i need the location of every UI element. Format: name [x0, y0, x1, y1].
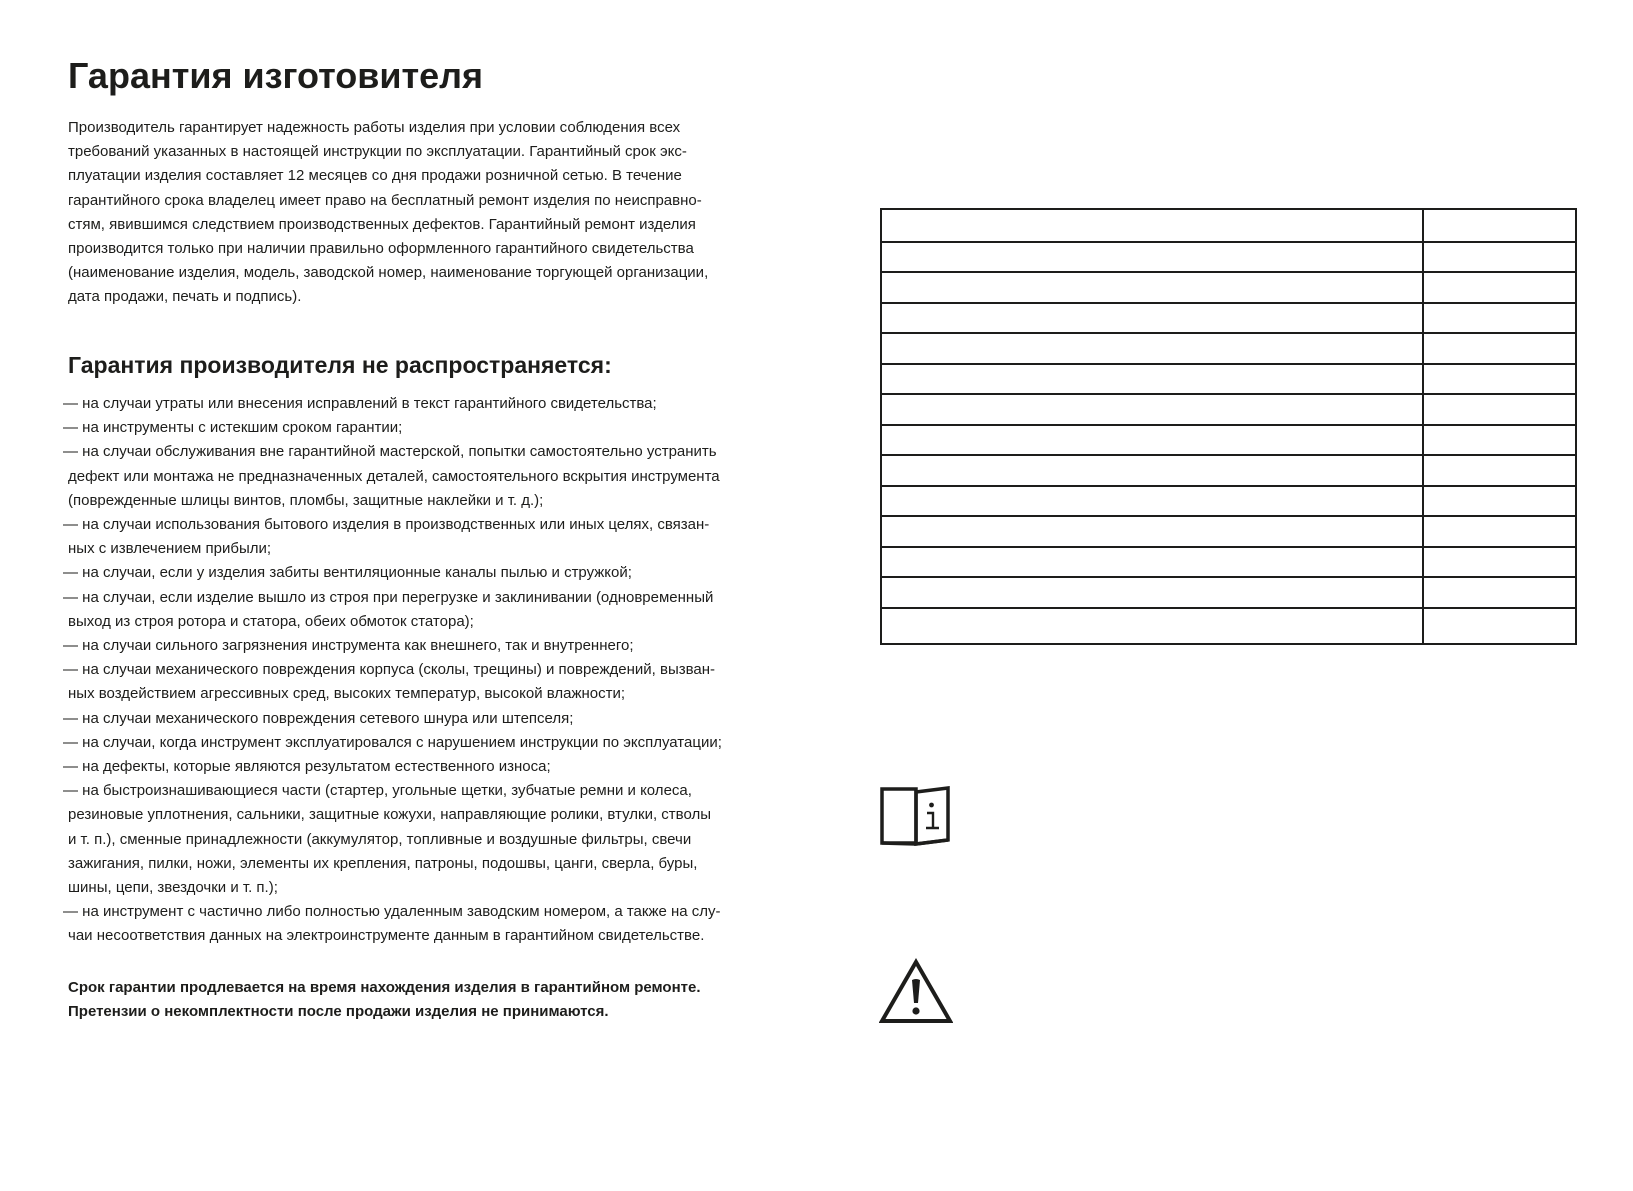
- exclusion-line: — на случаи сильного загрязнения инструмента как внешнего, так и внутреннего;: [63, 637, 634, 655]
- table-row: [882, 393, 1575, 424]
- note-line: Претензии о некомплектности после продажи изделия не принимаются.: [68, 1003, 609, 1021]
- table-cell: [1422, 426, 1575, 455]
- exclusion-line: — на дефекты, которые являются результатом естественного износа;: [63, 758, 551, 776]
- table-cell: [1422, 365, 1575, 394]
- intro-line: требований указанных в настоящей инструкции по эксплуатации. Гарантийный срок экс-: [68, 143, 687, 161]
- table-cell: [882, 578, 1422, 607]
- exclusion-line: зажигания, пилки, ножи, элементы их крепления, патроны, подошвы, цанги, сверла, буры,: [68, 854, 698, 872]
- table-row: [882, 515, 1575, 546]
- exclusion-line: — на случаи обслуживания вне гарантийной мастерской, попытки самостоятельно устранить: [63, 443, 717, 461]
- intro-line: дата продажи, печать и подпись).: [68, 288, 302, 306]
- table-row: [882, 210, 1575, 241]
- table-cell: [1422, 456, 1575, 485]
- table-cell: [882, 456, 1422, 485]
- exclusion-line: выход из строя ротора и статора, обеих обмоток статора);: [68, 612, 474, 630]
- table-cell: [882, 517, 1422, 546]
- exclusion-line: — на инструменты с истекшим сроком гарантии;: [63, 419, 403, 437]
- intro-line: стям, явившимся следствием производственных дефектов. Гарантийный ремонт изделия: [68, 215, 696, 233]
- table-cell: [1422, 243, 1575, 272]
- warning-triangle-icon: [879, 958, 953, 1024]
- table-cell: [882, 548, 1422, 577]
- exclusion-line: чаи несоответствия данных на электроинструменте данным в гарантийном свидетельстве.: [68, 927, 705, 945]
- table-row: [882, 485, 1575, 516]
- intro-line: (наименование изделия, модель, заводской номер, наименование торгующей организации,: [68, 264, 709, 282]
- page-title: Гарантия изготовителя: [68, 55, 484, 96]
- table-cell: [882, 365, 1422, 394]
- table-cell: [1422, 304, 1575, 333]
- manual-info-icon: [879, 786, 951, 848]
- table-row: [882, 363, 1575, 394]
- exclusion-line: дефект или монтажа не предназначенных деталей, самостоятельного вскрытия инструмента: [68, 467, 720, 485]
- exclusion-line: ных воздействием агрессивных сред, высоких температур, высокой влажности;: [68, 685, 626, 703]
- note-line: Срок гарантии продлевается на время нахождения изделия в гарантийном ремонте.: [68, 979, 701, 996]
- table-cell: [882, 487, 1422, 516]
- table-row: [882, 332, 1575, 363]
- exclusion-line: — на случаи механического повреждения корпуса (сколы, трещины) и повреждений, вызван-: [63, 661, 716, 679]
- table-cell: [1422, 210, 1575, 241]
- table-row: [882, 302, 1575, 333]
- table-cell: [882, 609, 1422, 643]
- table-cell: [882, 395, 1422, 424]
- table-row: [882, 454, 1575, 485]
- exclusion-line: — на случаи механического повреждения сетевого шнура или штепселя;: [63, 709, 574, 727]
- table-cell: [1422, 334, 1575, 363]
- table-cell: [1422, 548, 1575, 577]
- exclusion-line: — на случаи использования бытового изделия в производственных или иных целях, связан-: [63, 516, 710, 534]
- intro-line: Производитель гарантирует надежность работы изделия при условии соблюдения всех: [68, 119, 681, 136]
- blank-record-table: [880, 208, 1577, 645]
- exclusion-line: — на случаи, если у изделия забиты вентиляционные каналы пылью и стружкой;: [63, 564, 632, 582]
- exclusion-line: — на быстроизнашивающиеся части (стартер, угольные щетки, зубчатые ремни и колеса,: [63, 782, 692, 800]
- table-cell: [1422, 517, 1575, 546]
- table-cell: [882, 210, 1422, 241]
- exclusion-line: резиновые уплотнения, сальники, защитные кожухи, направляющие ролики, втулки, стволы: [68, 806, 711, 824]
- table-cell: [1422, 578, 1575, 607]
- table-row: [882, 241, 1575, 272]
- table-cell: [882, 243, 1422, 272]
- table-cell: [1422, 273, 1575, 302]
- exclusion-line: (поврежденные шлицы винтов, пломбы, защитные наклейки и т. д.);: [68, 491, 544, 509]
- intro-line: гарантийного срока владелец имеет право на бесплатный ремонт изделия по неисправно-: [68, 191, 702, 209]
- exclusion-line: — на инструмент с частично либо полностью удаленным заводским номером, а также на слу-: [63, 903, 721, 921]
- table-row: [882, 546, 1575, 577]
- table-cell: [882, 273, 1422, 302]
- table-row: [882, 271, 1575, 302]
- table-row: [882, 424, 1575, 455]
- table-cell: [1422, 487, 1575, 516]
- exclusions-list: [63, 392, 722, 949]
- table-cell: [1422, 609, 1575, 643]
- table-cell: [1422, 395, 1575, 424]
- exclusions-title: Гарантия производителя не распространяется:: [68, 352, 612, 378]
- exclusion-line: — на случаи, если изделие вышло из строя при перегрузке и заклинивании (одновременный: [63, 588, 714, 606]
- intro-line: производится только при наличии правильно оформленного гарантийного свидетельства: [68, 240, 694, 258]
- table-cell: [882, 426, 1422, 455]
- warranty-note: [68, 976, 701, 1024]
- intro-paragraph: [68, 116, 708, 310]
- table-row: [882, 576, 1575, 607]
- table-cell: [882, 334, 1422, 363]
- exclusion-line: — на случаи, когда инструмент эксплуатировался с нарушением инструкции по эксплуатации;: [63, 733, 722, 751]
- exclusion-line: — на случаи утраты или внесения исправлений в текст гарантийного свидетельства;: [63, 395, 657, 412]
- exclusion-line: и т. п.), сменные принадлежности (аккумулятор, топливные и воздушные фильтры, свечи: [68, 830, 692, 848]
- intro-line: плуатации изделия составляет 12 месяцев со дня продажи розничной сетью. В течение: [68, 167, 682, 185]
- exclusion-line: ных с извлечением прибыли;: [68, 540, 272, 558]
- table-row: [882, 607, 1575, 643]
- exclusion-line: шины, цепи, звездочки и т. п.);: [68, 879, 278, 897]
- table-cell: [882, 304, 1422, 333]
